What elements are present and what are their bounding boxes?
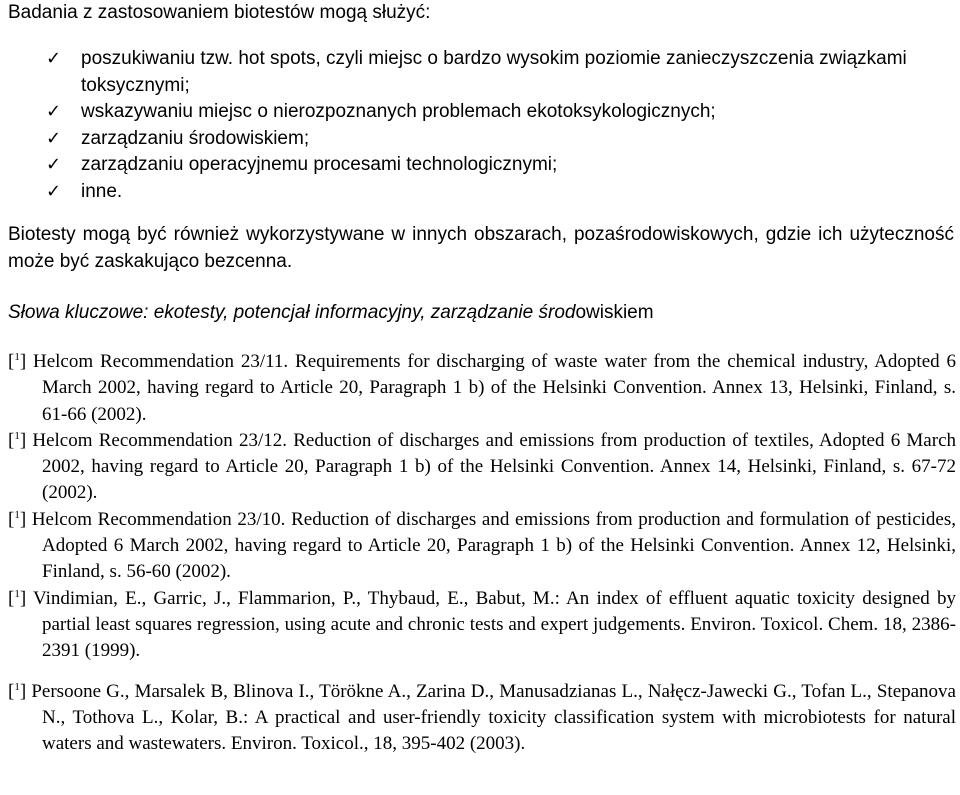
list-item xyxy=(46,152,946,179)
checkmark-icon: ✓ xyxy=(46,127,62,149)
list-item xyxy=(46,46,946,99)
list-item-text: wskazywaniu miejsc o nierozpoznanych problemach ekotoksykologicznych; xyxy=(81,101,716,122)
reference-text: ] Helcom Recommendation 23/11. Requirements for discharging of waste water from the chemical industry, Adopted 6 March 2002, having regard to Article 20, Paragraph 1 b) of the Helsinki Convention. Annex 13, Helsinki, Finland, s. 61-66 (2002). xyxy=(19,351,956,425)
reference-text: ] Vindimian, E., Garric, J., Flammarion, P., Thybaud, E., Babut, M.: An index of effluent aquatic toxicity designed by partial least squares regression, using acute and chronic tests and expert judgements. Environ. Toxicol. Chem. 18, 2386-2391 (1999). xyxy=(19,587,956,662)
reference-text: ] Persoone G., Marsalek B, Blinova I., Törökne A., Zarina D., Manusadzianas L., Nałęcz-Jawecki G., Tofan L., Stepanova N., Tothova L., Kolar, B.: A practical and user-friendly toxicity classification system with microbiotests for natural waters and wastewaters. Environ. Toxicol., 18, 395-402 (2003). xyxy=(19,680,956,755)
references-list xyxy=(8,349,956,757)
reference-text: ] Helcom Recommendation 23/12. Reduction of discharges and emissions from production of textiles, Adopted 6 March 2002, having regard to Article 20, Paragraph 1 b) of the Helsinki Convention. Annex 14, Helsinki, Finland, s. 67-72 (2002). xyxy=(19,429,956,504)
list-item xyxy=(46,179,946,206)
keywords-tail: owiskiem xyxy=(575,302,654,323)
checkmark-icon: ✓ xyxy=(46,180,62,202)
reference-text: ] Helcom Recommendation 23/10. Reduction of discharges and emissions from production and formulation of pesticides, Adopted 6 March 2002, having regard to Article 20, Paragraph 1 b) of the Helsinki Convention. Annex 12, Helsinki, Finland, s. 56-60 (2002). xyxy=(19,508,956,583)
reference-item: [$^1$] Helcom Recommendation 23/11. Requirements for discharging of waste water from the chemical industry, Adopted 6 March 2002, having regard to Article 20, Paragraph 1 b) of the Helsinki Convention. Annex 13, Helsinki, Finland, s. 61-66 (2002). xyxy=(8,351,956,425)
check-list xyxy=(46,46,946,205)
list-item xyxy=(46,99,946,126)
list-item-text: zarządzaniu środowiskiem; xyxy=(81,127,310,149)
body-paragraph: Biotesty mogą być również wykorzystywane w innych obszarach, pozaśrodowiskowych, gdzie ich użyteczność może być zaskakująco bezcenna. xyxy=(8,224,954,272)
list-item-text: inne. xyxy=(81,180,123,202)
reference-number: 1 xyxy=(14,508,20,521)
list-item-text: poszukiwaniu tzw. hot spots, czyli miejsc o bardzo wysokim poziomie zanieczyszczenia związkami toksycznymi; xyxy=(81,48,907,96)
list-item xyxy=(46,126,946,153)
checkmark-icon: ✓ xyxy=(46,101,62,122)
checkmark-icon: ✓ xyxy=(46,154,62,175)
reference-item: [$^1$] Persoone G., Marsalek B, Blinova I., Törökne A., Zarina D., Manusadzianas L., Nałęcz-Jawecki G., Tofan L., Stepanova N., Tothova L., Kolar, B.: A practical and user-friendly toxicity classification system with microbiotests for natural waters and wastewaters. Environ. Toxicol., 18, 395-402 (2003). xyxy=(8,680,956,755)
reference-number: 1 xyxy=(14,429,20,442)
list-item-text: zarządzaniu operacyjnemu procesami technologicznymi; xyxy=(81,154,558,175)
reference-item: [$^1$] Helcom Recommendation 23/10. Reduction of discharges and emissions from production and formulation of pesticides, Adopted 6 March 2002, having regard to Article 20, Paragraph 1 b) of the Helsinki Convention. Annex 12, Helsinki, Finland, s. 56-60 (2002). xyxy=(8,508,956,583)
reference-number: 1 xyxy=(14,351,20,363)
keywords-italic: Słowa kluczowe: ekotesty, potencjał informacyjny, zarządzanie środ xyxy=(8,302,576,323)
reference-item: [$^1$] Helcom Recommendation 23/12. Reduction of discharges and emissions from production of textiles, Adopted 6 March 2002, having regard to Article 20, Paragraph 1 b) of the Helsinki Convention. Annex 14, Helsinki, Finland, s. 67-72 (2002). xyxy=(8,429,956,504)
reference-number: 1 xyxy=(14,680,20,693)
intro-line: Badania z zastosowaniem biotestów mogą służyć: xyxy=(8,2,431,23)
keywords-line xyxy=(8,300,654,326)
reference-number: 1 xyxy=(14,587,20,600)
reference-item: [$^1$] Vindimian, E., Garric, J., Flammarion, P., Thybaud, E., Babut, M.: An index of effluent aquatic toxicity designed by partial least squares regression, using acute and chronic tests and expert judgements. Environ. Toxicol. Chem. 18, 2386-2391 (1999). xyxy=(8,587,956,662)
checkmark-icon: ✓ xyxy=(46,48,62,69)
